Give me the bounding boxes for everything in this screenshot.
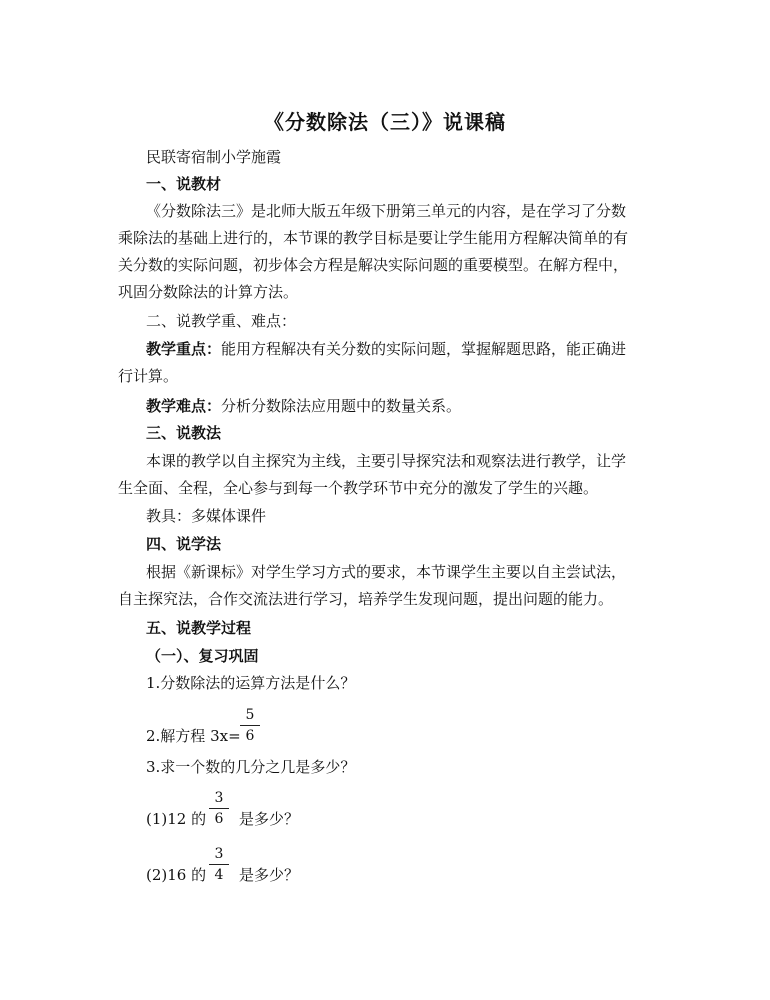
paragraph-line: 根据《新课标》对学生学习方式的要求，本节课学生主要以自主尝试法， <box>146 563 627 581</box>
section-heading-4: 四、说学法 <box>146 535 222 553</box>
difficulty-line <box>146 395 461 417</box>
fraction <box>209 789 229 828</box>
fraction <box>240 706 260 745</box>
paragraph-line: 行计算。 <box>118 367 179 385</box>
key-point-line <box>146 338 626 360</box>
key-point-label: 教学重点： <box>146 340 222 358</box>
difficulty-text: 分析分数除法应用题中的数量关系。 <box>221 397 462 415</box>
paragraph-line: 巩固分数除法的计算方法。 <box>118 283 299 301</box>
fraction-numerator: 5 <box>240 706 260 726</box>
paragraph-line: 自主探究法，合作交流法进行学习，培养学生发现问题，提出问题的能力。 <box>118 590 614 608</box>
question-3a <box>146 808 206 830</box>
question-3b-prefix: (2)16 的 <box>146 866 207 884</box>
paragraph-line: 乘除法的基础上进行的，本节课的教学目标是要让学生能用方程解决简单的有 <box>118 229 629 247</box>
fraction <box>209 845 229 884</box>
section-heading-5: 五、说教学过程 <box>146 619 252 637</box>
fraction-denominator: 6 <box>245 728 255 744</box>
fraction-denominator: 6 <box>214 811 224 827</box>
question-1: 1.分数除法的运算方法是什么？ <box>146 674 356 692</box>
page-title: 《分数除法（三）》说课稿 <box>264 110 506 134</box>
section-heading-3: 三、说教法 <box>146 424 222 442</box>
paragraph-line: 本课的教学以自主探究为主线，主要引导探究法和观察法进行教学，让学 <box>146 452 627 470</box>
author-line: 民联寄宿制小学施霞 <box>146 148 282 166</box>
tools-line: 教具：多媒体课件 <box>146 507 267 525</box>
subsection-heading: （一）、复习巩固 <box>146 647 259 665</box>
question-3b <box>146 864 206 886</box>
section-heading-1: 一、说教材 <box>146 175 222 193</box>
difficulty-label: 教学难点： <box>146 397 222 415</box>
fraction-numerator: 3 <box>209 789 229 809</box>
paragraph-line: 关分数的实际问题，初步体会方程是解决实际问题的重要模型。在解方程中， <box>118 256 629 274</box>
question-3: 3.求一个数的几分之几是多少？ <box>146 758 356 776</box>
key-point-text: 能用方程解决有关分数的实际问题，掌握解题思路，能正确进 <box>221 340 627 358</box>
paragraph-line: 生全面、全程，全心参与到每一个教学环节中充分的激发了学生的兴趣。 <box>118 479 599 497</box>
question-2: 2.解方程 3x= <box>146 727 241 745</box>
question-3a-suffix: 是多少？ <box>239 810 300 828</box>
question-3a-prefix: (1)12 的 <box>146 810 207 828</box>
section-heading-2: 二、说教学重、难点： <box>146 312 297 330</box>
fraction-numerator: 3 <box>209 845 229 865</box>
question-3b-suffix: 是多少？ <box>239 866 300 884</box>
paragraph-line: 《分数除法三》是北师大版五年级下册第三单元的内容，是在学习了分数 <box>146 202 627 220</box>
fraction-denominator: 4 <box>214 867 224 883</box>
